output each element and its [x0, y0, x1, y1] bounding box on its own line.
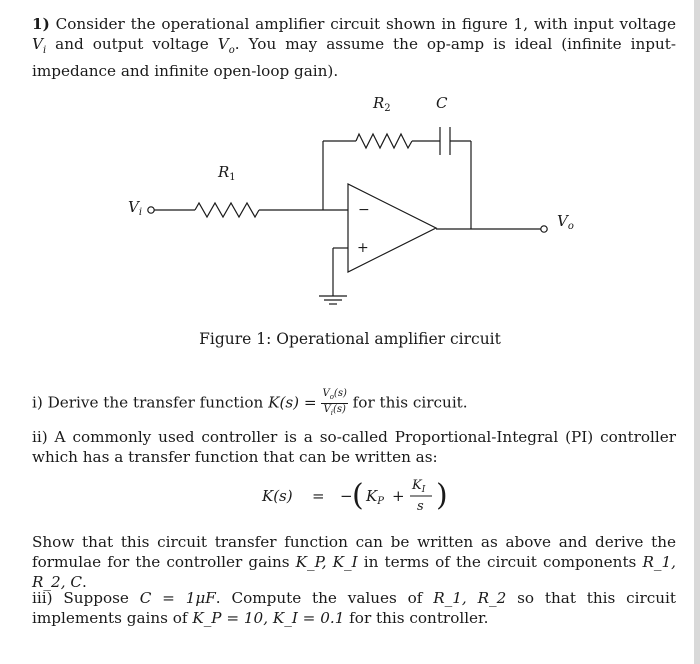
eq-rparen: )	[436, 478, 448, 513]
part-i-fraction: $\frac{V_o(s)}{V_i(s)}$	[322, 388, 347, 417]
eq-plus: +	[392, 487, 405, 505]
intro-vi: $V_i$	[32, 35, 47, 57]
followup-gains: K_P, K_I	[295, 553, 358, 571]
part-ii-text: ii) A commonly used controller is a so-called Proportional-Integral (PI) controller which has a transfer function that can be written as:	[32, 428, 676, 466]
followup-text-2: in terms of the circuit components	[357, 553, 643, 571]
intro-text-1: Consider the operational amplifier circuit shown in figure 1, with input voltage	[55, 15, 677, 33]
followup-comps: R_1, R_2, C	[32, 553, 676, 591]
question-number: 1)	[32, 15, 50, 33]
part-iii-text-1: iii) Suppose	[32, 589, 140, 607]
vi-terminal	[148, 207, 154, 213]
c-label: C	[436, 94, 448, 112]
r1-resistor	[195, 203, 259, 217]
vo-label: $V_o$	[557, 212, 574, 232]
part-iii-kvals: K_P = 10, K_I = 0.1	[192, 609, 345, 627]
pi-equation	[0, 472, 700, 520]
plus-sign: +	[357, 240, 369, 256]
part-iii-text-2: . Compute the values of	[215, 589, 434, 607]
intro-text-3: . You may assume the op-amp is ideal (infinite input-impedance and infinite open-loop gain).	[32, 35, 676, 81]
part-i	[32, 388, 676, 419]
eq-ki: $K_I$	[412, 478, 426, 495]
vo-terminal	[541, 226, 547, 232]
followup-text-3: .	[81, 573, 87, 591]
part-i-lhs: K(s) =	[268, 393, 322, 412]
opamp-triangle	[348, 184, 436, 272]
r2-label: $R_2$	[373, 94, 391, 114]
eq-neg: −	[340, 487, 353, 505]
intro-text-2: and output voltage	[46, 35, 218, 53]
intro-vo: $V_o$	[217, 35, 235, 57]
part-iii-rs: R_1, R_2	[433, 589, 507, 607]
part-ii-followup	[32, 532, 676, 592]
eq-lparen: (	[352, 478, 364, 513]
vi-label: $V_i$	[128, 198, 143, 218]
opamp-circuit-figure	[0, 0, 700, 330]
part-i-suffix: for this circuit.	[347, 393, 468, 412]
part-iii-cval: C = 1μF	[139, 589, 216, 607]
minus-sign: −	[358, 202, 370, 218]
figure-caption: Figure 1: Operational amplifier circuit	[199, 330, 501, 348]
part-iii-text-4: for this controller.	[344, 609, 489, 627]
eq-lhs: K(s)	[262, 487, 293, 505]
eq-s: s	[417, 499, 424, 514]
r2-resistor	[356, 134, 412, 148]
part-iii-text-3: so that this circuit implements gains of	[32, 589, 676, 627]
eq-kp: $K_P$	[366, 487, 384, 507]
followup-text-1: Show that this circuit transfer function can be written as above and derive the formulae for the controller gains	[32, 533, 676, 571]
eq-equals: =	[312, 487, 325, 505]
part-i-prefix: i) Derive the transfer function	[32, 393, 269, 412]
r1-label: $R_1$	[218, 163, 236, 183]
part-iii	[32, 588, 676, 628]
